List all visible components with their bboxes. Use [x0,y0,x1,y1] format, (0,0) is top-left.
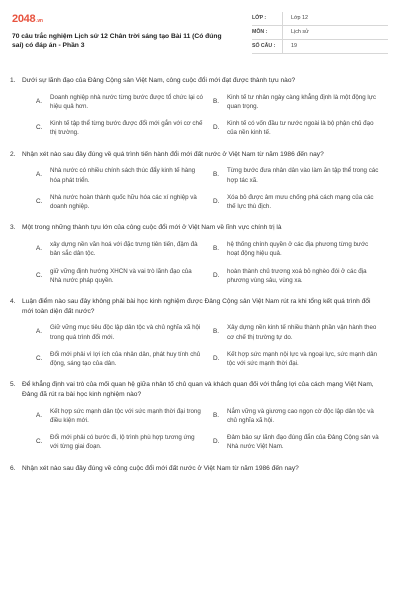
question-1 [8,76,392,138]
option-text: Nhà nước có nhiều chính sách thúc đẩy kinh tế hàng hóa phát triển. [50,167,196,184]
option-text: hệ thống chính quyền ở các địa phương từng bước hoạt động hiệu quả. [227,241,369,258]
answer-option[interactable] [213,93,380,112]
option-text: Kinh tế tập thể từng bước được đổi mới gắn với cơ chế thị trường. [50,120,203,137]
meta-value: Lớp 12 [282,12,388,25]
question-text: Luận điểm nào sau đây không phải bài học kinh nghiệm được Đảng Cộng sản Việt Nam rút ra khi tổng kết quá trình đổi mới toàn diện đất nước? [22,298,371,315]
meta-label: SỐ CÂU : [252,42,276,49]
answer-options [8,93,392,138]
option-letter: A. [36,328,43,336]
option-letter: B. [213,244,220,252]
question-text-row [8,380,392,399]
answer-option[interactable] [36,166,203,185]
option-letter: A. [36,171,43,179]
option-letter: A. [36,411,43,419]
meta-row-class [252,12,388,26]
question-text: Nhận xét nào sau đây đúng về quá trình tiến hành đổi mới đất nước ở Việt Nam từ năm 1986 đến nay? [22,150,324,158]
question-text-row [8,223,392,233]
question-text-row [8,464,392,474]
question-text-row [8,76,392,86]
question-2 [8,150,392,212]
meta-table [252,12,388,54]
option-letter: B. [213,97,220,105]
answer-options [8,323,392,368]
option-text: Đổi mới phải có bước đi, lộ trình phù hợp tương ứng với từng giai đoạn. [50,434,195,451]
answer-options [8,240,392,285]
option-letter: D. [213,271,220,279]
option-text: Kinh tế tư nhân ngày càng khẳng định là một động lực quan trọng. [227,93,376,110]
answer-option[interactable] [213,166,380,185]
answer-option[interactable] [213,323,380,342]
option-letter: B. [213,411,220,419]
question-text: Nhận xét nào sau đây đúng về công cuộc đổi mới đất nước ở Việt Nam từ năm 1986 đến nay? [22,464,299,472]
option-text: Từng bước đưa nhân dân vào làm ăn tập thể trong các hợp tác xã. [227,167,379,184]
meta-value: Lịch sử [282,26,388,39]
option-letter: C. [36,124,43,132]
option-letter: C. [36,354,43,362]
answer-option[interactable] [36,267,203,286]
question-4 [8,297,392,368]
option-text: hoàn thành chủ trương xoá bỏ nghèo đói ở các địa phương vùng sâu, vùng xa. [227,267,367,284]
option-text: Xóa bỏ được âm mưu chống phá cách mạng của các thế lực thù địch. [227,193,374,211]
option-text: Kết hợp sức mạnh nội lực và ngoại lực, sức mạnh dân tộc với sức mạnh thời đại. [227,350,377,368]
option-text: giữ vững định hướng XHCN và vai trò lãnh đạo của Nhà nước pháp quyền. [50,267,192,284]
option-letter: A. [36,97,43,105]
answer-option[interactable] [36,93,203,112]
question-number: 6. [10,464,16,472]
answer-option[interactable] [36,407,203,426]
option-letter: D. [213,438,220,446]
option-letter: C. [36,197,43,205]
meta-label: LỚP : [252,14,267,21]
option-letter: C. [36,271,43,279]
meta-row-count [252,40,388,54]
question-3 [8,223,392,285]
option-letter: D. [213,124,220,132]
question-number: 3. [10,224,16,232]
page-title: 70 câu trắc nghiệm Lịch sử 12 Chân trời sáng tạo Bài 11 (Có đúng sai) có đáp án - Phần 3 [12,33,222,50]
option-text: Đảm bảo sự lãnh đạo đúng đắn của Đảng Cộng sản và Nhà nước Việt Nam. [227,434,379,451]
option-text: Doanh nghiệp nhà nước từng bước được tổ chức lại có hiệu quả hơn. [50,93,203,110]
option-text: Xây dựng nền kinh tế nhiều thành phần vận hành theo cơ chế thị trường tự do. [227,324,377,341]
question-number: 1. [10,77,16,84]
answer-option[interactable] [36,350,203,369]
answer-option[interactable] [213,407,380,426]
answer-option[interactable] [213,240,380,259]
option-text: Kết hợp sức mạnh dân tộc với sức mạnh thời đại trong điều kiện mới. [50,407,201,424]
question-text: Một trong những thành tựu lớn của công cuộc đổi mới ở Việt Nam về lĩnh vực chính trị là [22,224,282,232]
option-letter: B. [213,171,220,179]
answer-option[interactable] [36,240,203,259]
question-5 [8,380,392,451]
meta-value: 19 [282,40,388,53]
question-text: Để khẳng định vai trò của mối quan hệ giữa nhân tố chủ quan và khách quan đối với thắng lợi của cách mạng Việt Nam, Đảng đã rút ra bài học kinh nghiệm nào? [22,381,374,399]
question-text-row [8,150,392,160]
question-list [8,76,392,485]
question-number: 5. [10,381,16,389]
question-number: 2. [10,150,16,158]
question-text: Dưới sự lãnh đạo của Đảng Cộng sản Việt Nam, công cuộc đổi mới đạt được thành tựu nào? [22,77,296,84]
answer-option[interactable] [213,433,380,452]
answer-option[interactable] [213,193,380,212]
option-letter: C. [36,438,43,446]
answer-option[interactable] [36,193,203,212]
question-text-row [8,297,392,316]
answer-option[interactable] [213,119,380,138]
answer-option[interactable] [36,323,203,342]
page-header [12,12,388,58]
meta-row-subject [252,26,388,40]
option-text: Nắm vững và giương cao ngọn cờ độc lập dân tộc và chủ nghĩa xã hội. [227,407,374,424]
question-number: 4. [10,298,16,306]
answer-option[interactable] [213,267,380,286]
option-text: Nhà nước hoàn thành quốc hữu hóa các xí nghiệp và doanh nghiệp. [50,193,197,211]
option-letter: D. [213,354,220,362]
option-text: Kinh tế có vốn đầu tư nước ngoài là bộ phận chủ đạo của nền kinh tế. [227,120,374,137]
meta-label: MÔN : [252,28,268,35]
option-letter: D. [213,197,220,205]
answer-option[interactable] [213,350,380,369]
question-6 [8,464,392,474]
option-text: xây dựng nền văn hoá với đặc trưng tiên tiến, đậm đà bản sắc dân tộc. [50,241,198,258]
option-text: Đổi mới phải vì lợi ích của nhân dân, phát huy tính chủ động, sáng tạo của dân. [50,350,201,368]
site-logo[interactable]: 2048.vn [12,13,43,25]
option-text: Giữ vững mục tiêu độc lập dân tộc và chủ nghĩa xã hội trong quá trình đổi mới. [50,324,201,341]
answer-options [8,407,392,452]
answer-options [8,166,392,211]
option-letter: B. [213,328,220,336]
option-letter: A. [36,244,43,252]
answer-option[interactable] [36,119,203,138]
answer-option[interactable] [36,433,203,452]
